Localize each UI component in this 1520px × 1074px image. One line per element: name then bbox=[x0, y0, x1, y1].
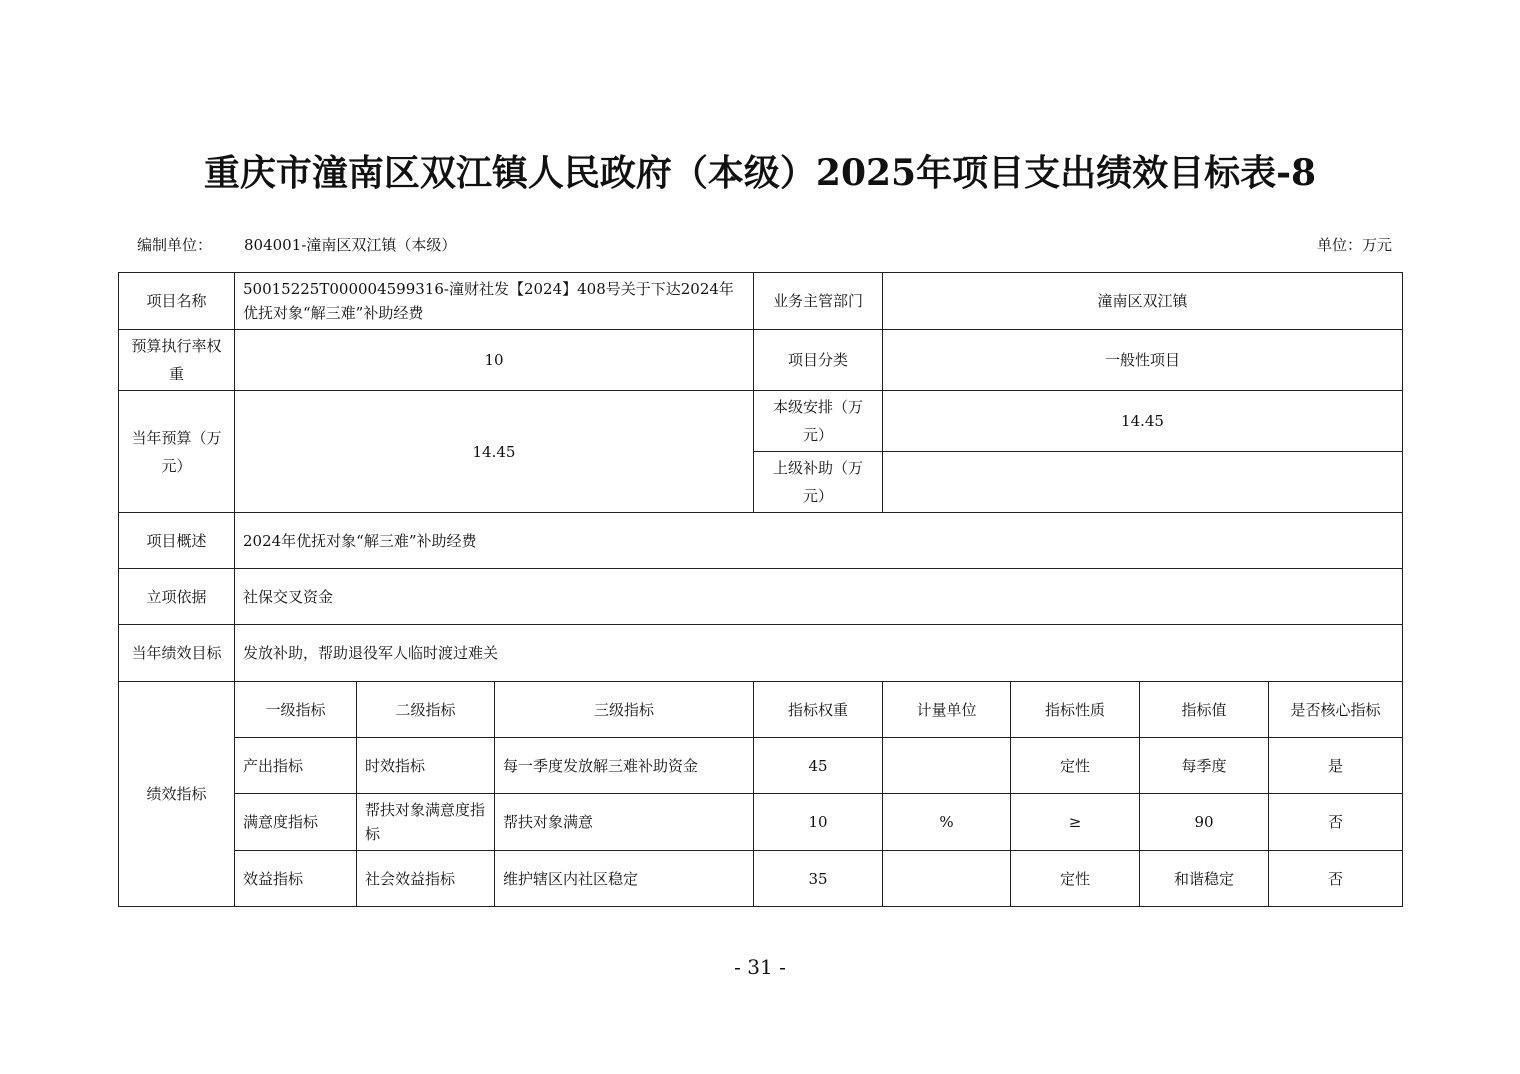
row-perf-header bbox=[119, 682, 1403, 738]
row-basis bbox=[119, 569, 1403, 625]
page-title: 重庆市潼南区双江镇人民政府（本级）2025年项目支出绩效目标表-8 bbox=[203, 152, 1317, 194]
perf-header-cell: 一级指标 bbox=[235, 682, 357, 738]
budget-value: 14.45 bbox=[235, 391, 754, 513]
perf-cell: 和谐稳定 bbox=[1140, 851, 1269, 907]
perf-cell: 10 bbox=[754, 794, 883, 851]
perf-cell: 定性 bbox=[1011, 851, 1140, 907]
perf-label: 绩效指标 bbox=[119, 682, 235, 907]
perf-cell: 每一季度发放解三难补助资金 bbox=[495, 738, 754, 794]
perf-cell: 社会效益指标 bbox=[357, 851, 495, 907]
performance-table bbox=[118, 272, 1403, 907]
project-name-value: 50015225T000004599316-潼财社发【2024】408号关于下达2024年优抚对象“解三难”补助经费 bbox=[235, 273, 754, 330]
category-value: 一般性项目 bbox=[883, 330, 1403, 391]
perf-cell: 时效指标 bbox=[357, 738, 495, 794]
perf-cell: 满意度指标 bbox=[235, 794, 357, 851]
perf-cell: 否 bbox=[1269, 851, 1403, 907]
perf-cell: 维护辖区内社区稳定 bbox=[495, 851, 754, 907]
page-number: - 31 - bbox=[734, 955, 786, 979]
perf-header-cell: 三级指标 bbox=[495, 682, 754, 738]
perf-header-cell: 二级指标 bbox=[357, 682, 495, 738]
budget-label: 当年预算（万元） bbox=[119, 391, 235, 513]
table-row bbox=[119, 738, 1403, 794]
table-row bbox=[119, 794, 1403, 851]
project-name-label: 项目名称 bbox=[119, 273, 235, 330]
upper-value bbox=[883, 452, 1403, 513]
perf-header-cell: 指标值 bbox=[1140, 682, 1269, 738]
row-overview bbox=[119, 513, 1403, 569]
perf-header-cell: 是否核心指标 bbox=[1269, 682, 1403, 738]
perf-cell: 90 bbox=[1140, 794, 1269, 851]
perf-cell: 定性 bbox=[1011, 738, 1140, 794]
perf-cell: 否 bbox=[1269, 794, 1403, 851]
compiling-unit-value: 804001-潼南区双江镇（本级） bbox=[244, 236, 457, 254]
row-budget-local bbox=[119, 391, 1403, 452]
overview-label: 项目概述 bbox=[119, 513, 235, 569]
goal-label: 当年绩效目标 bbox=[119, 625, 235, 682]
perf-cell: 每季度 bbox=[1140, 738, 1269, 794]
row-goal bbox=[119, 625, 1403, 682]
perf-cell: 35 bbox=[754, 851, 883, 907]
basis-label: 立项依据 bbox=[119, 569, 235, 625]
perf-header-cell: 指标权重 bbox=[754, 682, 883, 738]
local-value: 14.45 bbox=[883, 391, 1403, 452]
perf-cell: 帮扶对象满意 bbox=[495, 794, 754, 851]
perf-cell: 帮扶对象满意度指标 bbox=[357, 794, 495, 851]
category-label: 项目分类 bbox=[754, 330, 883, 391]
table-row bbox=[119, 851, 1403, 907]
currency-unit: 单位：万元 bbox=[1316, 236, 1392, 254]
perf-cell: 是 bbox=[1269, 738, 1403, 794]
perf-cell bbox=[883, 738, 1011, 794]
exec-rate-label: 预算执行率权重 bbox=[119, 330, 235, 391]
perf-cell: 效益指标 bbox=[235, 851, 357, 907]
dept-label: 业务主管部门 bbox=[754, 273, 883, 330]
local-label: 本级安排（万元） bbox=[754, 391, 883, 452]
upper-label: 上级补助（万元） bbox=[754, 452, 883, 513]
exec-rate-value: 10 bbox=[235, 330, 754, 391]
row-exec-rate bbox=[119, 330, 1403, 391]
perf-header-cell: 计量单位 bbox=[883, 682, 1011, 738]
perf-cell bbox=[883, 851, 1011, 907]
perf-cell: 45 bbox=[754, 738, 883, 794]
perf-header-cell: 指标性质 bbox=[1011, 682, 1140, 738]
dept-value: 潼南区双江镇 bbox=[883, 273, 1403, 330]
row-project-name bbox=[119, 273, 1403, 330]
basis-value: 社保交叉资金 bbox=[235, 569, 1403, 625]
compiling-unit-label: 编制单位： bbox=[137, 236, 213, 254]
goal-value: 发放补助，帮助退役军人临时渡过难关 bbox=[235, 625, 1403, 682]
compiling-unit bbox=[137, 234, 456, 255]
overview-value: 2024年优抚对象“解三难”补助经费 bbox=[235, 513, 1403, 569]
perf-cell: ≥ bbox=[1011, 794, 1140, 851]
perf-cell: % bbox=[883, 794, 1011, 851]
perf-cell: 产出指标 bbox=[235, 738, 357, 794]
